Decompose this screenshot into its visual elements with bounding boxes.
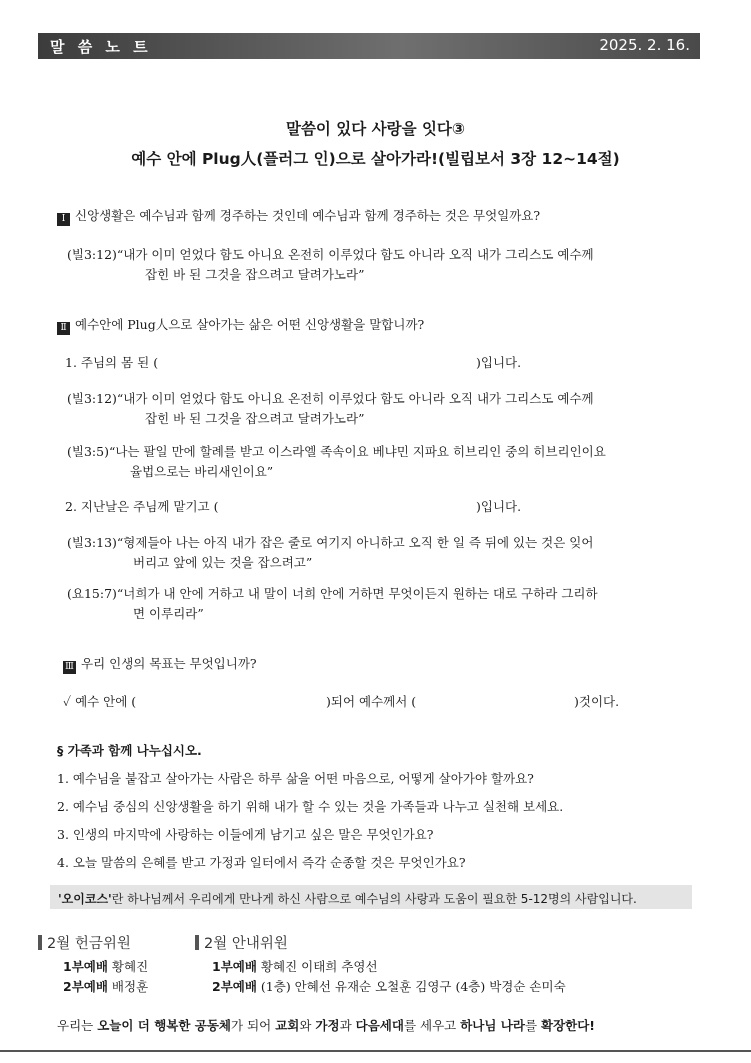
section2-item2-label: 2. 지난날은 주님께 맡기고 ( (65, 499, 219, 514)
sermon-title-line1: 말씀이 있다 사랑을 잇다③ (285, 120, 466, 138)
verse-ref: (요15:7) (67, 586, 117, 601)
verse-text: “나는 팔일 만에 할례를 받고 이스라엘 족속이요 베냐민 지파요 히브리인 중의 히브리인이요 (108, 444, 606, 459)
usher-row-2 (212, 977, 566, 995)
section1-verse-cont: 잡힌 바 된 그것을 잡으려고 달려가노라” (145, 267, 365, 282)
verse-text: “내가 이미 얻었다 함도 아니요 온전히 이루었다 함도 아니라 오직 내가 그리스도 예수께 (116, 247, 594, 262)
oikos-banner (50, 885, 692, 909)
share-item-1: 1. 예수님을 붙잡고 살아가는 사람은 하루 삶을 어떤 마음으로, 어떻게 살아가야 할까요? (57, 771, 534, 786)
service-label: 2부예배 (212, 979, 257, 994)
section2-item2-end: )입니다. (476, 499, 522, 514)
section2-verse1-row (67, 389, 594, 407)
check-icon: ✓ (63, 694, 72, 709)
names: 황혜진 이태희 추영선 (260, 959, 378, 974)
share-item-3: 3. 인생의 마지막에 사랑하는 이들에게 남기고 싶은 말은 무엇인가요? (57, 827, 434, 842)
oikos-term: '오이코스' (58, 892, 112, 906)
oikos-text (58, 890, 637, 907)
names: 황혜진 (111, 959, 149, 974)
service-label: 1부예배 (212, 959, 257, 974)
verse-ref: (빌3:12) (67, 247, 117, 262)
share-item-4: 4. 오늘 말씀의 은혜를 받고 가정과 일터에서 즉각 순종할 것은 무엇인가요? (57, 855, 466, 870)
answer-part2: )되어 예수께서 ( (326, 694, 417, 709)
section3-answer-start (63, 692, 136, 710)
bottom-divider (0, 1050, 751, 1052)
names: (1층) 안혜선 유재순 오철훈 김영구 (4층) 박경순 손미숙 (260, 979, 566, 994)
header-title: 말 씀 노 트 (50, 38, 152, 56)
verse-text: “형제들아 나는 아직 내가 잡은 줄로 여기지 아니하고 오직 한 일 즉 뒤에 있는 것은 잊어 (116, 535, 594, 550)
header-date: 2025. 2. 16. (599, 36, 690, 54)
section-marker (195, 935, 199, 950)
section1-verse-row (67, 245, 594, 263)
section1-question-row (57, 206, 540, 226)
answer-part1: 예수 안에 ( (75, 694, 137, 709)
sermon-title-line2: 예수 안에 Plug人(플러그 인)으로 살아가라!(빌립보서 3장 12~14절) (131, 150, 620, 168)
share-heading: § 가족과 함께 나누십시오. (57, 743, 202, 758)
oikos-description: 란 하나님께서 우리에게 만나게 하신 사람으로 예수님의 사랑과 도움이 필요한 5-12명의 사람입니다. (111, 892, 637, 906)
section2-question-row (57, 315, 424, 335)
section3-number: Ⅲ (63, 661, 76, 674)
offering-committee-title: 2월 헌금위원 (38, 932, 131, 953)
section2-verse3-cont: 버리고 앞에 있는 것을 잡으려고” (133, 555, 313, 570)
usher-row-1 (212, 957, 378, 975)
section2-verse2-cont: 율법으로는 바리새인이요” (130, 464, 274, 479)
section2-item1-label: 1. 주님의 몸 된 ( (65, 355, 159, 370)
section2-verse4-row (67, 584, 598, 602)
church-motto: 우리는 오늘이 더 행복한 공동체가 되어 교회와 가정과 다음세대를 세우고 하나님 나라를 확장한다! (57, 1018, 596, 1033)
offering-row-2 (63, 977, 148, 995)
service-label: 1부예배 (63, 959, 108, 974)
section2-verse1-cont: 잡힌 바 된 그것을 잡으려고 달려가노라” (145, 411, 365, 426)
section2-number: Ⅱ (57, 322, 70, 335)
section2-verse2-row (67, 442, 606, 460)
usher-committee-title: 2월 안내위원 (195, 932, 288, 953)
verse-ref: (빌3:13) (67, 535, 117, 550)
service-label: 2부예배 (63, 979, 108, 994)
section2-item1-end: )입니다. (476, 355, 522, 370)
names: 배정훈 (111, 979, 149, 994)
header-bar (38, 33, 700, 59)
section3-question: 우리 인생의 목표는 무엇입니까? (81, 656, 257, 671)
section1-number: Ⅰ (57, 213, 70, 226)
section3-question-row (63, 654, 257, 674)
section2-verse3-row (67, 533, 593, 551)
section2-question: 예수안에 Plug人으로 살아가는 삶은 어떤 신앙생활을 말합니까? (75, 317, 425, 332)
section1-question: 신앙생활은 예수님과 함께 경주하는 것인데 예수님과 함께 경주하는 것은 무엇일까요? (75, 208, 541, 223)
section2-verse4-cont: 면 이루리라” (133, 606, 204, 621)
verse-text: “내가 이미 얻었다 함도 아니요 온전히 이루었다 함도 아니라 오직 내가 그리스도 예수께 (116, 391, 594, 406)
verse-ref: (빌3:5) (67, 444, 109, 459)
offering-row-1 (63, 957, 148, 975)
share-item-2: 2. 예수님 중심의 신앙생활을 하기 위해 내가 할 수 있는 것을 가족들과 나누고 실천해 보세요. (57, 799, 564, 814)
section-marker (38, 935, 42, 950)
answer-part3: )것이다. (574, 694, 620, 709)
verse-ref: (빌3:12) (67, 391, 117, 406)
verse-text: “너희가 내 안에 거하고 내 말이 너희 안에 거하면 무엇이든지 원하는 대로 구하라 그리하 (116, 586, 598, 601)
